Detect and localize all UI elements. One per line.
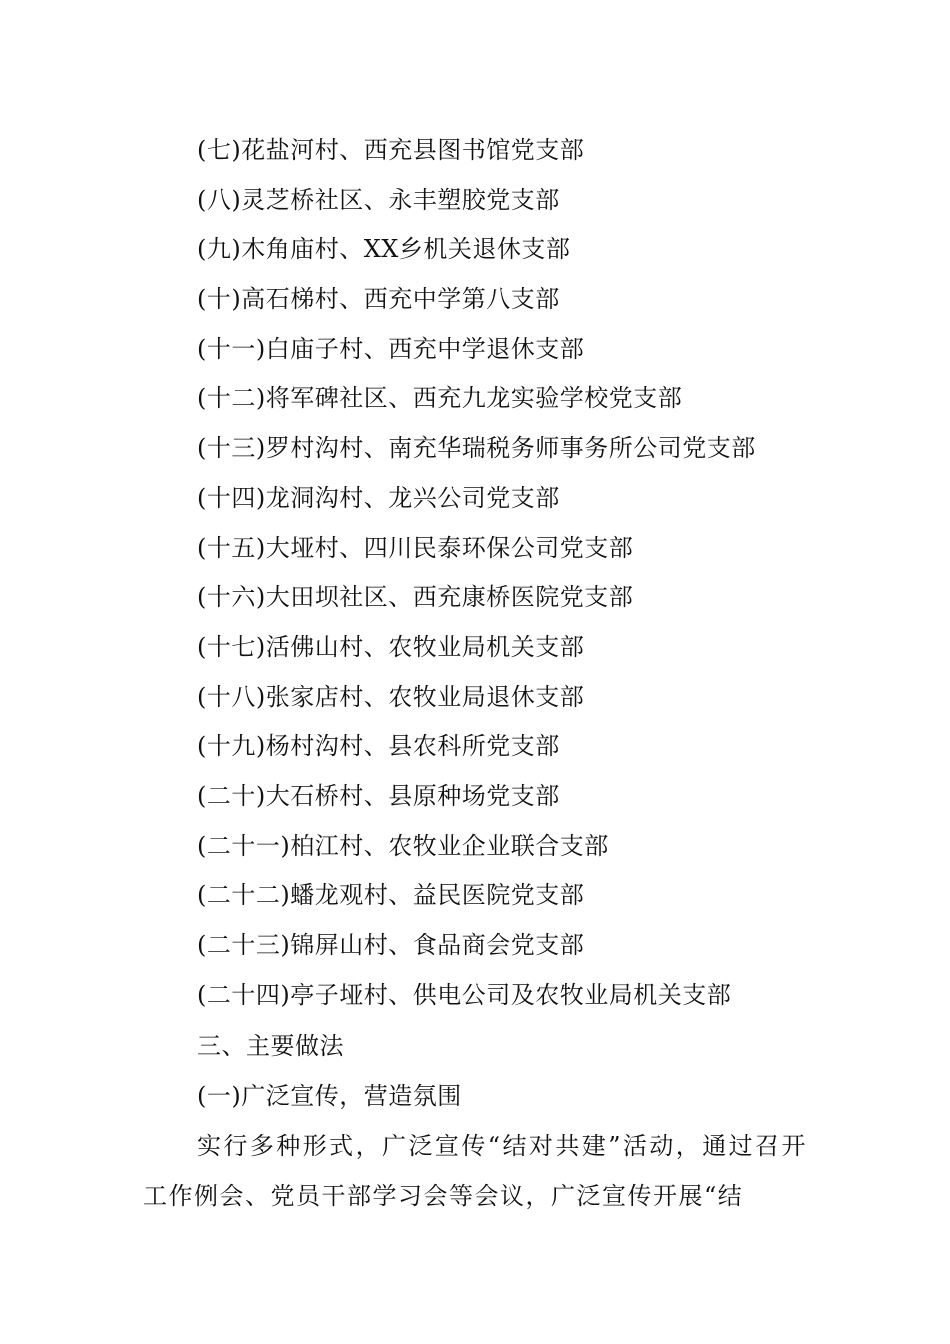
- list-item: (七)花盐河村、西充县图书馆党支部: [197, 136, 585, 164]
- branch-pair-list: [197, 128, 756, 1022]
- list-item: (二十)大石桥村、县原种场党支部: [197, 781, 560, 810]
- list-item: (十七)活佛山村、农牧业局机关支部: [197, 632, 585, 661]
- list-item: (十一)白庙子村、西充中学退休支部: [197, 334, 585, 363]
- sub-heading: (一)广泛宣传，营造氛围: [197, 1082, 462, 1110]
- list-item: (二十二)蟠龙观村、益民医院党支部: [197, 881, 585, 910]
- body-paragraph: 实行多种形式，广泛宣传“结对共建”活动，通过召开工作例会、党员干部学习会等会议，广泛宣传开展“结: [143, 1132, 807, 1210]
- list-item: (十五)大垭村、四川民泰环保公司党支部: [197, 533, 634, 562]
- list-item: (二十一)柏江村、农牧业企业联合支部: [197, 831, 609, 860]
- list-item: (十六)大田坝社区、西充康桥医院党支部: [197, 583, 634, 612]
- list-item: (十三)罗村沟村、南充华瑞税务师事务所公司党支部: [197, 434, 756, 463]
- list-item: (十四)龙洞沟村、龙兴公司党支部: [197, 483, 560, 512]
- list-item: (二十四)亭子垭村、供电公司及农牧业局机关支部: [197, 980, 732, 1009]
- list-item: (十九)杨村沟村、县农科所党支部: [197, 732, 560, 761]
- section-heading: 三、主要做法: [197, 1032, 344, 1060]
- list-item: (十二)将军碑社区、西充九龙实验学校党支部: [197, 384, 683, 413]
- list-item: (二十三)锦屏山村、食品商会党支部: [197, 931, 585, 959]
- list-item: (九)木角庙村、XX乡机关退休支部: [197, 235, 571, 264]
- list-item: (十八)张家店村、农牧业局退休支部: [197, 682, 585, 711]
- list-item: (八)灵芝桥社区、永丰塑胶党支部: [197, 185, 560, 214]
- list-item: (十)高石梯村、西充中学第八支部: [197, 285, 560, 314]
